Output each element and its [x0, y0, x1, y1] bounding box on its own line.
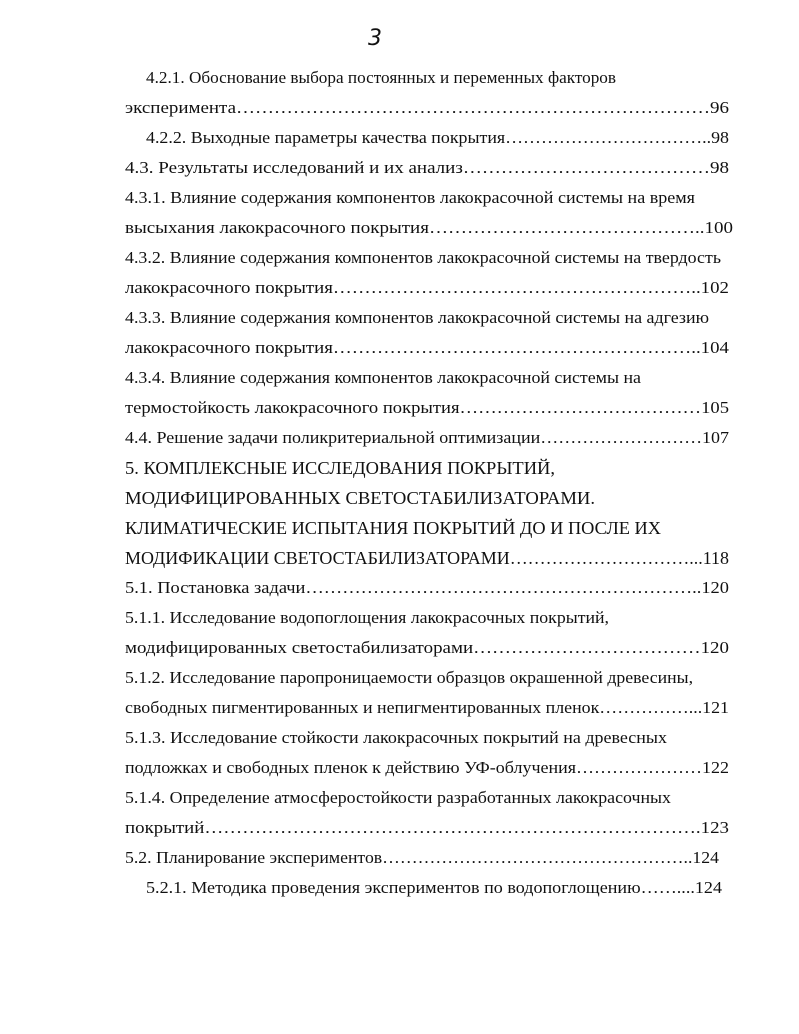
- toc-entry-4-4: 4.4. Решение задачи поликритериальной оптимизации………………………107: [125, 428, 730, 447]
- toc-entry-4-3-3-cont: лакокрасочного покрытия…………………………………………………..104: [125, 338, 729, 357]
- toc-entry-4-2-2: 4.2.2. Выходные параметры качества покрытия……………………………..98: [146, 128, 729, 147]
- toc-entry-4-3-1: 4.3.1. Влияние содержания компонентов лакокрасочной системы на время: [125, 188, 695, 207]
- toc-chapter-5-line-1: 5. КОМПЛЕКСНЫЕ ИССЛЕДОВАНИЯ ПОКРЫТИЙ,: [125, 458, 555, 478]
- toc-entry-4-3-2: 4.3.2. Влияние содержания компонентов лакокрасочной системы на твердость: [125, 248, 721, 267]
- toc-entry-5-1-3: 5.1.3. Исследование стойкости лакокрасочных покрытий на древесных: [125, 728, 667, 747]
- toc-chapter-5-line-2: МОДИФИЦИРОВАННЫХ СВЕТОСТАБИЛИЗАТОРАМИ.: [125, 488, 596, 508]
- toc-entry-5-1-1-cont: модифицированных светостабилизаторами………………………………120: [125, 638, 730, 657]
- page-number: 3: [368, 26, 382, 51]
- toc-chapter-5-line-3: КЛИМАТИЧЕСКИЕ ИСПЫТАНИЯ ПОКРЫТИЙ ДО И ПОСЛЕ ИХ: [125, 518, 661, 538]
- toc-entry-5-1-4-cont: покрытий…………………………………………………………………….123: [125, 818, 729, 837]
- toc-entry-5-1: 5.1. Постановка задачи………………………………………………………..120: [125, 578, 729, 597]
- toc-entry-5-1-1: 5.1.1. Исследование водопоглощения лакокрасочных покрытий,: [125, 608, 609, 627]
- toc-entry-5-2-1: 5.2.1. Методика проведения экспериментов по водопоглощению……....124: [146, 878, 722, 897]
- toc-entry-5-1-3-cont: подложках и свободных пленок к действию УФ-облучения…………………122: [125, 758, 730, 777]
- toc-entry-5-2: 5.2. Планирование экспериментов……………………………………………..124: [125, 848, 719, 867]
- toc-chapter-5-line-4: МОДИФИКАЦИИ СВЕТОСТАБИЛИЗАТОРАМИ…………………………...118: [125, 548, 730, 568]
- toc-entry-4-2-1-cont: эксперимента…………………………………………………………………96: [125, 98, 730, 117]
- toc-entry-4-3-2-cont: лакокрасочного покрытия…………………………………………………..102: [125, 278, 729, 297]
- toc-entry-4-3: 4.3. Результаты исследований и их анализ…………………………………98: [125, 158, 729, 177]
- toc-entry-4-3-3: 4.3.3. Влияние содержания компонентов лакокрасочной системы на адгезию: [125, 308, 710, 327]
- toc-entry-4-3-1-cont: высыхания лакокрасочного покрытия……………………………………..100: [125, 218, 733, 237]
- toc-entry-4-3-4-cont: термостойкость лакокрасочного покрытия…………………………………105: [125, 398, 729, 417]
- toc-entry-5-1-2-cont: свободных пигментированных и непигментированных пленок……………...121: [125, 698, 730, 717]
- toc-entry-4-2-1: 4.2.1. Обоснование выбора постоянных и переменных факторов: [146, 68, 617, 87]
- toc-entry-5-1-2: 5.1.2. Исследование паропроницаемости образцов окрашенной древесины,: [125, 668, 694, 687]
- toc-entry-4-3-4: 4.3.4. Влияние содержания компонентов лакокрасочной системы на: [125, 368, 642, 387]
- toc-entry-5-1-4: 5.1.4. Определение атмосферостойкости разработанных лакокрасочных: [125, 788, 671, 807]
